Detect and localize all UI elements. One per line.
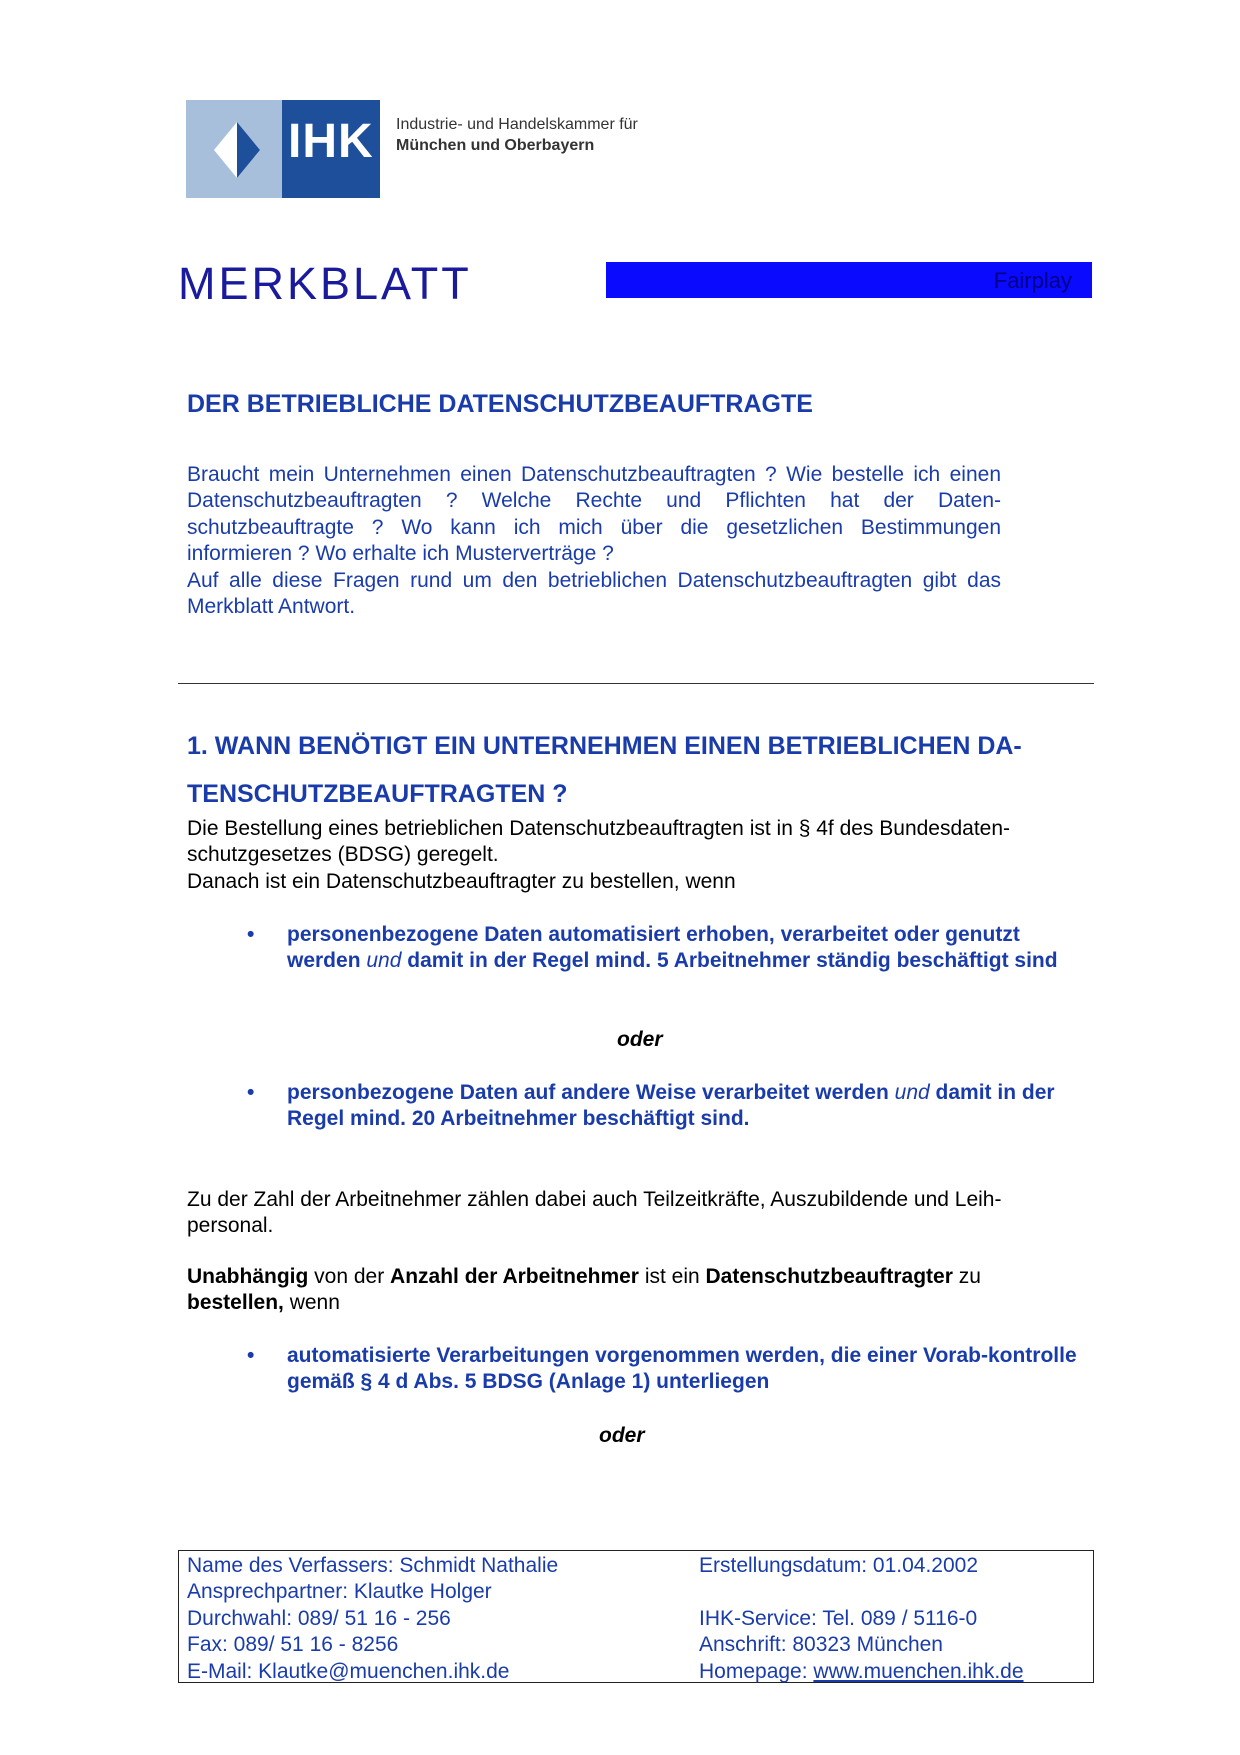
footer-email: E-Mail: Klautke@muenchen.ihk.de [187,1659,510,1683]
bullet-icon: • [247,1344,255,1367]
logo-abbr: IHK [288,115,374,168]
category-label: Fairplay [993,268,1072,293]
footer-date: Erstellungsdatum: 01.04.2002 [699,1554,979,1577]
list-item-text: automatisierte Verarbeitungen vorgenommen werden, die einer Vorab-kontrolle gemäß § 4 d Abs. 5 BDSG (Anlage 1) unterliegen [287,1344,1077,1394]
merkblatt-heading: MERKBLATT [178,258,472,309]
intro-paragraph-1: Braucht mein Unternehmen einen Datenschutzbeauftragten ? Wie bestelle ich einen Datenschutzbeauftragten ? Welche Rechte und Pflichten hat der Daten-schutzbeauftragte ? Wo kann ich mich über die gesetzlichen Bestimmungen informieren ? Wo erhalte ich Musterverträge ? [187,463,1001,566]
section-1-body-line2: Danach ist ein Datenschutzbeauftragter zu bestellen, wenn [187,869,736,893]
ihk-logo [186,100,656,198]
list-item-text: personbezogene Daten auf andere Weise verarbeitet werden und damit in der Regel mind. 20 Arbeitnehmer beschäftigt sind. [287,1081,1055,1131]
oder-separator: oder [617,1028,663,1051]
paragraph-teilzeit: Zu der Zahl der Arbeitnehmer zählen dabei auch Teilzeitkräfte, Auszubildende und Leih-personal. [187,1188,1002,1238]
logo-org-line1: Industrie- und Handelskammer für [396,116,638,133]
footer-left-column [187,1553,558,1685]
footer-address: Anschrift: 80323 München [699,1633,943,1657]
footer-right-column [699,1553,1024,1685]
section-1-heading [187,722,1107,818]
section-1-heading-line2: TENSCHUTZBEAUFTRAGTEN ? [187,780,568,808]
category-bar [606,262,1092,298]
footer-contact: Ansprechpartner: Klautke Holger [187,1580,492,1604]
document-title: DER BETRIEBLICHE DATENSCHUTZBEAUFTRAGTE [187,390,813,418]
logo-org-name [396,114,638,156]
list-item [247,922,1087,1002]
section-1-heading-line1: 1. WANN BENÖTIGT EIN UNTERNEHMEN EINEN BETRIEBLICHEN DA- [187,732,1022,760]
paragraph-unabhaengig: Unabhängig von der Anzahl der Arbeitnehmer ist ein Datenschutzbeauftragter zu bestellen, wenn [187,1265,981,1315]
footer-spacer [699,1579,1024,1605]
bullet-icon: • [247,923,255,946]
footer-service: IHK-Service: Tel. 089 / 5116-0 [699,1606,978,1630]
list-item [247,1080,1087,1136]
footer-fax: Fax: 089/ 51 16 - 8256 [187,1633,399,1657]
section-1-body-line1: Die Bestellung eines betrieblichen Datenschutzbeauftragten ist in § 4f des Bundesdaten-schutzgesetzes (BDSG) geregelt. [187,817,1011,867]
section-1-body [187,816,1087,895]
divider [178,683,1094,684]
footer-homepage: Homepage: www.muenchen.ihk.de [699,1659,1024,1683]
intro-paragraph-2: Auf alle diese Fragen rund um den betrieblichen Datenschutzbeauftragten gibt das Merkblatt Antwort. [187,568,1001,619]
logo-light-block [186,100,282,198]
list-item-text: personenbezogene Daten automatisiert erhoben, verarbeitet oder genutzt werden und damit in der Regel mind. 5 Arbeitnehmer ständig beschäftigt sind [287,923,1058,973]
footer-info-box [178,1550,1094,1683]
diamond-icon [214,122,260,178]
footer-author: Name des Verfassers: Schmidt Nathalie [187,1554,559,1577]
intro-text [187,462,1001,620]
homepage-link[interactable]: www.muenchen.ihk.de [813,1659,1024,1683]
footer-phone: Durchwahl: 089/ 51 16 - 256 [187,1606,451,1630]
logo-org-line2: München und Oberbayern [396,137,595,154]
oder-separator: oder [599,1424,645,1447]
bullet-icon: • [247,1081,255,1104]
list-item [247,1343,1087,1399]
